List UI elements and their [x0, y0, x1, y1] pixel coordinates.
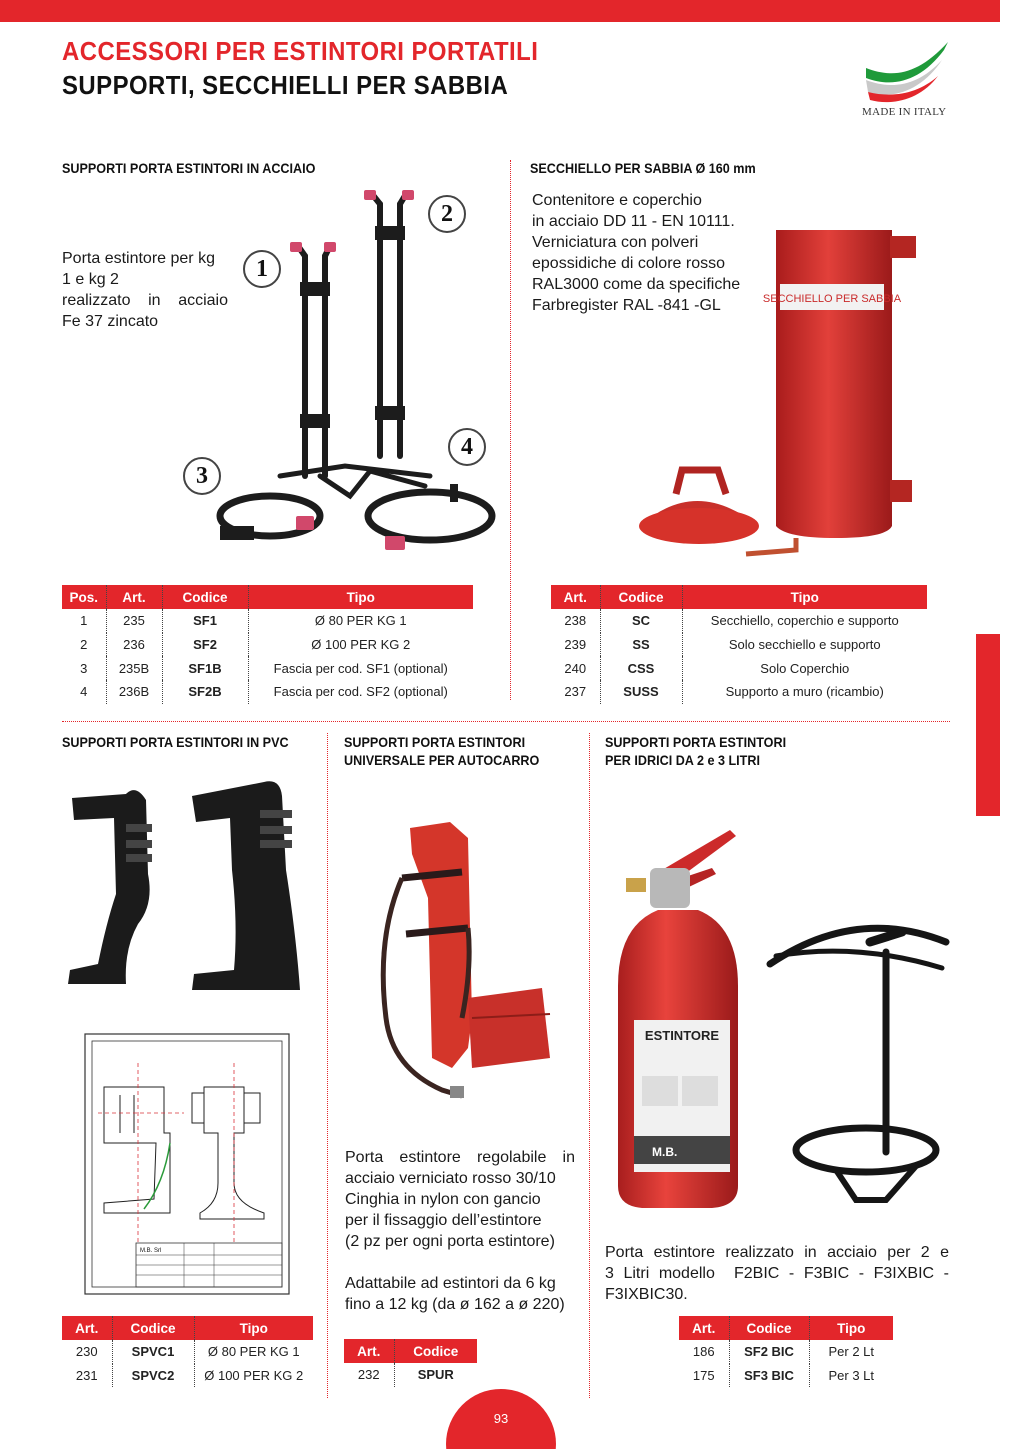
cell: 236B [106, 680, 162, 704]
cell: SF3 BIC [729, 1364, 809, 1388]
page-title-line1: ACCESSORI PER ESTINTORI PORTATILI [62, 36, 539, 66]
th-art: Art. [551, 585, 600, 609]
vertical-divider [589, 733, 590, 1398]
steel-supports-description [62, 248, 228, 332]
text-line: Porta estintore realizzato in acciaio per 2 e [605, 1244, 949, 1261]
cell: Per 3 Lt [809, 1364, 893, 1388]
callout-2: 2 [428, 195, 466, 233]
table-row [62, 633, 473, 657]
extinguisher-image [612, 826, 762, 1218]
truck-support-description [345, 1147, 575, 1315]
table-row [344, 1363, 477, 1387]
truck-support-heading [344, 733, 539, 769]
cell: Fascia per cod. SF2 (optional) [248, 680, 473, 704]
cell: SF2 BIC [729, 1340, 809, 1364]
cell: SPUR [394, 1363, 477, 1387]
th-codice: Codice [729, 1316, 809, 1340]
cell: Ø 80 PER KG 1 [194, 1340, 313, 1364]
pvc-supports-image [64, 774, 310, 1006]
th-codice: Codice [112, 1316, 194, 1340]
table-row [62, 1364, 313, 1388]
water-support-bracket-image [766, 902, 952, 1218]
th-tipo: Tipo [682, 585, 927, 609]
water-supports-heading [605, 733, 786, 769]
th-art: Art. [679, 1316, 729, 1340]
text-line: (2 pz per ogni porta estintore) [345, 1233, 555, 1250]
cell: SS [600, 633, 682, 657]
text-line: Fe 37 zincato [62, 313, 159, 330]
truck-support-table [344, 1339, 477, 1387]
cell: Solo Coperchio [682, 656, 927, 680]
text-line: Contenitore e coperchio [532, 192, 702, 209]
truck-support-image [372, 818, 568, 1108]
heading-line: SUPPORTI PORTA ESTINTORI [344, 734, 526, 750]
cell: SUSS [600, 680, 682, 704]
table-row [551, 680, 927, 704]
cell: Supporto a muro (ricambio) [682, 680, 927, 704]
cell: Per 2 Lt [809, 1340, 893, 1364]
page-number-text: 93 [493, 1411, 509, 1426]
callout-1: 1 [243, 250, 281, 288]
italy-flag-swoosh-logo [862, 38, 954, 102]
table-row [551, 633, 927, 657]
th-art: Art. [344, 1339, 394, 1363]
cell: 235 [106, 609, 162, 633]
th-pos: Pos. [62, 585, 106, 609]
vertical-divider [510, 160, 511, 700]
text-line: F3IXBIC30. [605, 1286, 688, 1303]
text-line: per il fissaggio dell’estintore [345, 1212, 542, 1229]
text-line: 1 e kg 2 [62, 271, 119, 288]
steel-supports-heading: SUPPORTI PORTA ESTINTORI IN ACCIAIO [62, 160, 316, 176]
th-art: Art. [106, 585, 162, 609]
cell: SF2B [162, 680, 248, 704]
made-in-italy-label: MADE IN ITALY [862, 106, 947, 118]
cell: Ø 100 PER KG 2 [194, 1364, 313, 1388]
sand-bucket-table [551, 585, 927, 704]
cell: 1 [80, 613, 88, 629]
extinguisher-brand: M.B. [652, 1145, 678, 1159]
table-row [62, 609, 473, 633]
text-line: Farbregister RAL -841 -GL [532, 297, 721, 314]
text-line: Adattabile ad estintori da 6 kg [345, 1275, 556, 1292]
cell: SPVC2 [112, 1364, 194, 1388]
cell: Ø 80 PER KG 1 [248, 609, 473, 633]
cell: SF2 [162, 633, 248, 657]
page-number [446, 1389, 556, 1449]
text-line: Porta estintore per kg [62, 250, 215, 267]
heading-line: SUPPORTI PORTA ESTINTORI [605, 734, 787, 750]
th-codice: Codice [600, 585, 682, 609]
side-red-tab [976, 634, 1000, 816]
vertical-divider [327, 733, 328, 1398]
cell: SC [600, 609, 682, 633]
text-line: Cinghia in nylon con gancio [345, 1191, 541, 1208]
callout-4: 4 [448, 428, 486, 466]
horizontal-divider [62, 721, 950, 722]
cell: 186 [692, 1344, 715, 1360]
pvc-supports-table [62, 1316, 313, 1387]
cell: 3 [80, 660, 88, 676]
cell: 236 [106, 633, 162, 657]
cell: 231 [75, 1368, 98, 1384]
th-tipo: Tipo [809, 1316, 893, 1340]
text-line: in acciaio DD 11 - EN 10111. [532, 213, 735, 230]
text-line: Porta estintore regolabile in [345, 1149, 575, 1166]
cell: 232 [357, 1367, 380, 1383]
cell: 239 [564, 637, 587, 653]
sand-bucket-heading: SECCHIELLO PER SABBIA Ø 160 mm [530, 160, 756, 176]
table-row [62, 656, 473, 680]
water-supports-description [605, 1242, 949, 1305]
page-title-line2: SUPPORTI, SECCHIELLI PER SABBIA [62, 70, 509, 100]
cell: 4 [80, 684, 88, 700]
th-art: Art. [62, 1316, 112, 1340]
table-row [551, 656, 927, 680]
pvc-technical-drawing [84, 1033, 290, 1295]
cell: 240 [564, 660, 587, 676]
water-supports-table [679, 1316, 893, 1387]
text-line: RAL3000 come da specifiche [532, 276, 741, 293]
cell: Solo secchiello e supporto [682, 633, 927, 657]
cell: SF1B [162, 656, 248, 680]
steel-supports-table [62, 585, 473, 704]
cell: Secchiello, coperchio e supporto [682, 609, 927, 633]
cell: 2 [80, 637, 88, 653]
cell: 235B [106, 656, 162, 680]
text-line: 3 Litri modello F2BIC - F3BIC - F3IXBIC - [605, 1265, 949, 1282]
text-line: acciaio verniciato rosso 30/10 [345, 1170, 556, 1187]
text-line: realizzato in acciaio [62, 292, 228, 309]
top-red-bar [0, 0, 1000, 22]
th-codice: Codice [162, 585, 248, 609]
cell: Ø 100 PER KG 2 [248, 633, 473, 657]
th-codice: Codice [394, 1339, 477, 1363]
text-line: epossidiche di colore rosso [532, 255, 725, 272]
pvc-supports-heading: SUPPORTI PORTA ESTINTORI IN PVC [62, 734, 289, 750]
cell: 237 [564, 684, 587, 700]
text-line: fino a 12 kg (da ø 162 a ø 220) [345, 1296, 565, 1313]
text-line: Verniciatura con polveri [532, 234, 699, 251]
table-row [62, 680, 473, 704]
sand-bucket-image [636, 226, 926, 566]
bucket-label: SECCHIELLO PER SABBIA [762, 293, 902, 305]
th-tipo: Tipo [194, 1316, 313, 1340]
cell: CSS [600, 656, 682, 680]
callout-3: 3 [183, 457, 221, 495]
cell: Fascia per cod. SF1 (optional) [248, 656, 473, 680]
cell: 238 [564, 613, 587, 629]
th-tipo: Tipo [248, 585, 473, 609]
steel-supports-image [210, 186, 500, 566]
table-row [62, 1340, 313, 1364]
cell: SF1 [162, 609, 248, 633]
table-row [679, 1364, 893, 1388]
spacer [345, 1252, 575, 1273]
cell: SPVC1 [112, 1340, 194, 1364]
table-row [679, 1340, 893, 1364]
table-row [551, 609, 927, 633]
heading-line: UNIVERSALE PER AUTOCARRO [344, 752, 540, 768]
cell: 175 [692, 1368, 715, 1384]
drawing-label: M.B. Srl [140, 1248, 162, 1254]
extinguisher-label: ESTINTORE [644, 1028, 720, 1043]
cell: 230 [75, 1344, 98, 1360]
heading-line: PER IDRICI DA 2 e 3 LITRI [605, 752, 760, 768]
